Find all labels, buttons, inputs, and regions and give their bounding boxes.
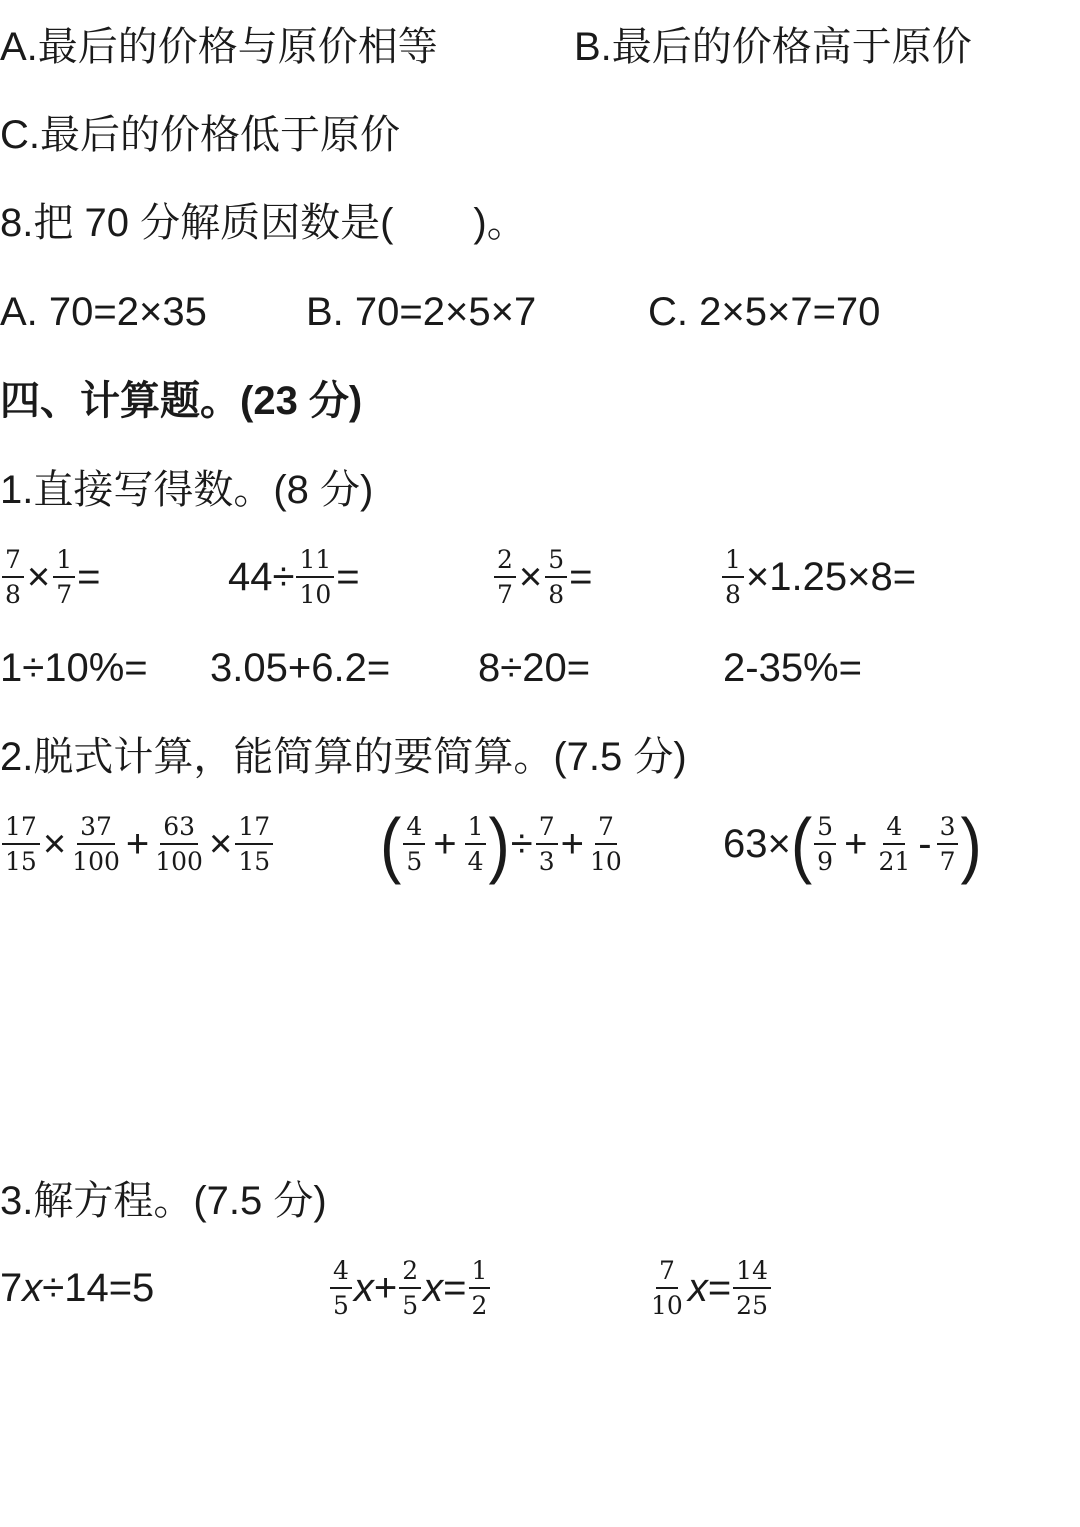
denominator: 5 xyxy=(333,1291,349,1320)
operator: × xyxy=(42,821,67,866)
fraction xyxy=(587,814,625,874)
denominator: 10 xyxy=(590,847,622,876)
operator: - xyxy=(918,821,932,866)
variable-x: x xyxy=(423,1265,444,1310)
operator: × xyxy=(518,554,543,599)
expression-lead: 44÷ xyxy=(228,554,295,599)
fraction xyxy=(53,547,75,607)
numerator: 7 xyxy=(656,1258,678,1289)
equals-sign: = xyxy=(336,554,360,599)
stepwise-calc-1 xyxy=(0,804,275,884)
operator: + xyxy=(125,821,150,866)
fraction xyxy=(465,814,487,874)
equals-sign: = xyxy=(77,554,101,599)
fraction xyxy=(399,1258,421,1318)
denominator: 10 xyxy=(651,1291,683,1320)
fraction xyxy=(296,547,334,607)
fraction xyxy=(722,547,744,607)
fraction xyxy=(469,1258,491,1318)
fraction xyxy=(733,1258,771,1318)
direct-calc-8: 2-35%= xyxy=(723,646,862,690)
direct-calc-7: 8÷20= xyxy=(478,646,591,690)
stepwise-calc-2 xyxy=(380,804,627,884)
numerator: 7 xyxy=(536,814,558,845)
numerator: 4 xyxy=(330,1258,352,1289)
numerator: 11 xyxy=(296,547,334,578)
variable-x: x xyxy=(353,1265,374,1310)
denominator: 10 xyxy=(299,580,332,609)
numerator: 7 xyxy=(2,547,24,578)
fraction xyxy=(536,814,558,874)
fraction xyxy=(330,1258,352,1318)
numerator: 7 xyxy=(595,814,617,845)
denominator: 15 xyxy=(238,847,271,876)
denominator: 4 xyxy=(467,847,484,876)
fraction xyxy=(2,547,24,607)
denominator: 21 xyxy=(878,847,911,876)
numerator: 1 xyxy=(722,547,744,578)
denominator: 100 xyxy=(155,847,203,876)
fraction xyxy=(937,814,959,874)
option-7c: C.最后的价格低于原价 xyxy=(0,113,400,157)
denominator: 7 xyxy=(939,847,956,876)
fraction xyxy=(235,814,273,874)
numerator: 2 xyxy=(494,547,516,578)
numerator: 5 xyxy=(545,547,567,578)
variable-x: x xyxy=(22,1265,43,1310)
question-8-stem-suffix: )。 xyxy=(473,201,527,245)
operator: × xyxy=(26,554,51,599)
denominator: 15 xyxy=(5,847,37,876)
operator: × xyxy=(208,821,233,866)
option-8c: C. 2×5×7=70 xyxy=(648,290,881,334)
equation-1 xyxy=(0,1248,154,1328)
expression-tail: ×1.25×8= xyxy=(745,554,917,599)
fraction xyxy=(2,814,40,874)
operator: ÷ xyxy=(510,821,533,866)
part-3-title: 3.解方程。(7.5 分) xyxy=(0,1179,327,1223)
denominator: 5 xyxy=(406,847,423,876)
option-8b: B. 70=2×5×7 xyxy=(306,290,537,334)
denominator: 8 xyxy=(5,580,21,609)
numerator: 17 xyxy=(235,814,273,845)
variable-x: x xyxy=(687,1265,708,1310)
denominator: 9 xyxy=(817,847,834,876)
question-8-stem-prefix: 8.把 70 分解质因数是( xyxy=(0,201,394,245)
equals-sign: = xyxy=(569,554,593,599)
option-7b: B.最后的价格高于原价 xyxy=(574,25,972,69)
section-title: 四、计算题。(23 分) xyxy=(0,379,363,423)
numerator: 1 xyxy=(465,814,487,845)
denominator: 5 xyxy=(402,1291,419,1320)
expression-tail: ÷14=5 xyxy=(42,1265,155,1310)
operator: + xyxy=(433,821,457,866)
equals-sign: = xyxy=(707,1265,732,1310)
fraction xyxy=(69,814,123,874)
denominator: 2 xyxy=(471,1291,488,1320)
direct-calc-1 xyxy=(0,537,101,617)
fraction xyxy=(814,814,836,874)
fraction xyxy=(875,814,913,874)
numerator: 63 xyxy=(160,814,198,845)
numerator: 1 xyxy=(53,547,75,578)
denominator: 8 xyxy=(725,580,741,609)
direct-calc-4 xyxy=(720,537,916,617)
denominator: 7 xyxy=(56,580,73,609)
numerator: 5 xyxy=(814,814,836,845)
right-paren: ) xyxy=(488,802,510,886)
numerator: 1 xyxy=(469,1258,491,1289)
denominator: 100 xyxy=(72,847,120,876)
numerator: 37 xyxy=(77,814,115,845)
fraction xyxy=(403,814,425,874)
fraction xyxy=(648,1258,686,1318)
fraction xyxy=(545,547,567,607)
expression-lead: 63× xyxy=(723,821,791,866)
part-2-title: 2.脱式计算，能简算的要简算。(7.5 分) xyxy=(0,735,687,779)
right-paren: ) xyxy=(960,802,982,886)
equals-sign: = xyxy=(443,1265,467,1310)
numerator: 14 xyxy=(733,1258,771,1289)
equation-3 xyxy=(646,1248,773,1328)
numerator: 4 xyxy=(403,814,425,845)
numerator: 2 xyxy=(399,1258,421,1289)
fraction xyxy=(494,547,516,607)
numerator: 4 xyxy=(883,814,905,845)
coefficient: 7 xyxy=(0,1265,23,1310)
denominator: 25 xyxy=(736,1291,768,1320)
left-paren: ( xyxy=(790,802,813,886)
numerator: 3 xyxy=(937,814,959,845)
direct-calc-6: 3.05+6.2= xyxy=(210,646,391,690)
denominator: 8 xyxy=(548,580,565,609)
left-paren: ( xyxy=(380,802,402,886)
denominator: 3 xyxy=(538,847,555,876)
question-8-stem xyxy=(0,203,527,243)
denominator: 7 xyxy=(497,580,513,609)
operator: + xyxy=(373,1265,398,1310)
stepwise-calc-3 xyxy=(723,804,982,884)
direct-calc-2 xyxy=(228,537,360,617)
numerator: 17 xyxy=(2,814,40,845)
direct-calc-3 xyxy=(492,537,593,617)
option-7a: A.最后的价格与原价相等 xyxy=(0,25,438,69)
equation-2 xyxy=(328,1248,492,1328)
fraction xyxy=(152,814,206,874)
option-8a: A. 70=2×35 xyxy=(0,290,207,334)
direct-calc-5: 1÷10%= xyxy=(0,646,148,690)
operator: + xyxy=(844,821,868,866)
part-1-title: 1.直接写得数。(8 分) xyxy=(0,468,374,512)
operator: + xyxy=(560,821,585,866)
